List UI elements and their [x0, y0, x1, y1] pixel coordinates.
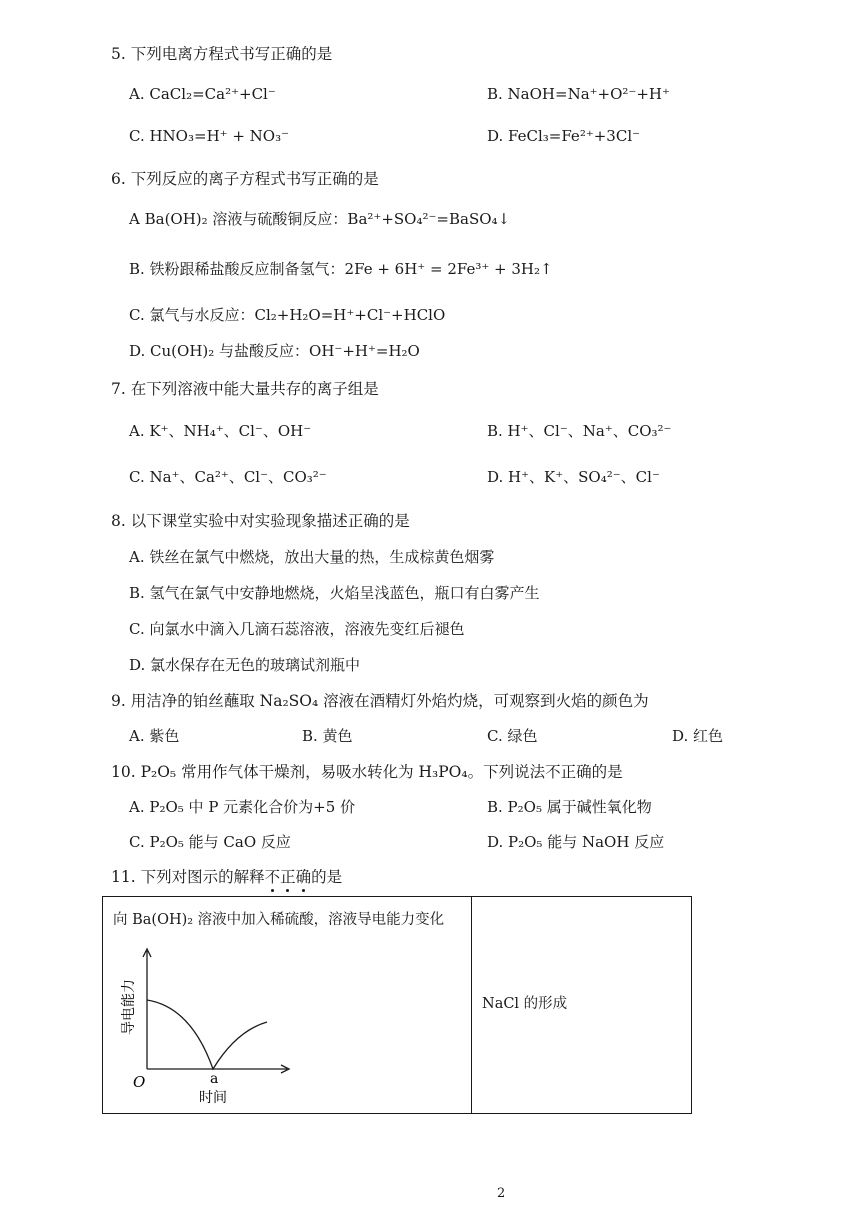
q9-option-a: A. 紫色 — [129, 727, 180, 745]
origin-label: O — [133, 1073, 146, 1091]
q9-option-c: C. 绿色 — [487, 727, 538, 745]
conductivity-graph — [111, 945, 311, 1110]
q11-right-caption: NaCl 的形成 — [482, 996, 568, 1012]
q8-option-d: D. 氯水保存在无色的玻璃试剂瓶中 — [129, 656, 361, 674]
q9-option-d: D. 红色 — [672, 727, 724, 745]
q5-option-c: C. HNO₃=H⁺ + NO₃⁻ — [129, 127, 290, 145]
q6-option-d: D. Cu(OH)₂ 与盐酸反应：OH⁻+H⁺=H₂O — [129, 342, 420, 360]
q6-option-b: B. 铁粉跟稀盐酸反应制备氢气：2Fe + 6H⁺ = 2Fe³⁺ + 3H₂↑ — [129, 260, 553, 278]
q5-stem: 5. 下列电离方程式书写正确的是 — [111, 45, 333, 63]
q10-stem: 10. P₂O₅ 常用作气体干燥剂，易吸水转化为 H₃PO₄。下列说法不正确的是 — [111, 763, 623, 781]
q11-stem-post: 的是 — [311, 868, 343, 886]
q10-option-c: C. P₂O₅ 能与 CaO 反应 — [129, 833, 291, 851]
conductivity-curve — [147, 1000, 267, 1069]
q11-emphasis-3: 确 — [296, 868, 312, 886]
q7-stem: 7. 在下列溶液中能大量共存的离子组是 — [111, 380, 379, 398]
q5-option-d: D. FeCl₃=Fe²⁺+3Cl⁻ — [487, 127, 641, 145]
q10-option-b: B. P₂O₅ 属于碱性氧化物 — [487, 798, 652, 816]
q11-figure-table — [102, 896, 692, 1114]
q8-option-a: A. 铁丝在氯气中燃烧，放出大量的热，生成棕黄色烟雾 — [129, 548, 495, 566]
q10-option-d: D. P₂O₅ 能与 NaOH 反应 — [487, 833, 665, 851]
q6-stem: 6. 下列反应的离子方程式书写正确的是 — [111, 170, 379, 188]
q11-right-cell — [472, 897, 692, 1114]
q10-option-a: A. P₂O₅ 中 P 元素化合价为+5 价 — [129, 798, 356, 816]
q5-option-b: B. NaOH=Na⁺+O²⁻+H⁺ — [487, 85, 670, 103]
x-axis-label: 时间 — [199, 1090, 227, 1106]
q6-option-a: A Ba(OH)₂ 溶液与硫酸铜反应：Ba²⁺+SO₄²⁻=BaSO₄↓ — [129, 210, 511, 228]
q11-stem-pre: 11. 下列对图示的解释 — [111, 868, 265, 886]
q11-emphasis-2: 正 — [280, 868, 296, 886]
y-axis-label: 导电能力 — [121, 979, 137, 1035]
q8-option-c: C. 向氯水中滴入几滴石蕊溶液，溶液先变红后褪色 — [129, 620, 465, 638]
q8-option-b: B. 氢气在氯气中安静地燃烧，火焰呈浅蓝色，瓶口有白雾产生 — [129, 584, 540, 602]
q11-emphasis-1: 不 — [265, 868, 281, 886]
q11-stem — [111, 870, 342, 886]
q8-stem: 8. 以下课堂实验中对实验现象描述正确的是 — [111, 512, 410, 530]
q9-stem: 9. 用洁净的铂丝蘸取 Na₂SO₄ 溶液在酒精灯外焰灼烧，可观察到火焰的颜色为 — [111, 692, 649, 710]
q7-option-b: B. H⁺、Cl⁻、Na⁺、CO₃²⁻ — [487, 422, 672, 440]
q11-left-caption: 向 Ba(OH)₂ 溶液中加入稀硫酸，溶液导电能力变化 — [113, 912, 445, 928]
q5-option-a: A. CaCl₂=Ca²⁺+Cl⁻ — [129, 85, 276, 103]
q11-left-cell — [103, 897, 472, 1114]
q7-option-c: C. Na⁺、Ca²⁺、Cl⁻、CO₃²⁻ — [129, 468, 327, 486]
page-number: 2 — [497, 1186, 506, 1201]
point-a-label: a — [210, 1071, 219, 1087]
q7-option-a: A. K⁺、NH₄⁺、Cl⁻、OH⁻ — [129, 422, 312, 440]
q6-option-c: C. 氯气与水反应：Cl₂+H₂O=H⁺+Cl⁻+HClO — [129, 306, 446, 324]
q7-option-d: D. H⁺、K⁺、SO₄²⁻、Cl⁻ — [487, 468, 660, 486]
q9-option-b: B. 黄色 — [302, 727, 353, 745]
